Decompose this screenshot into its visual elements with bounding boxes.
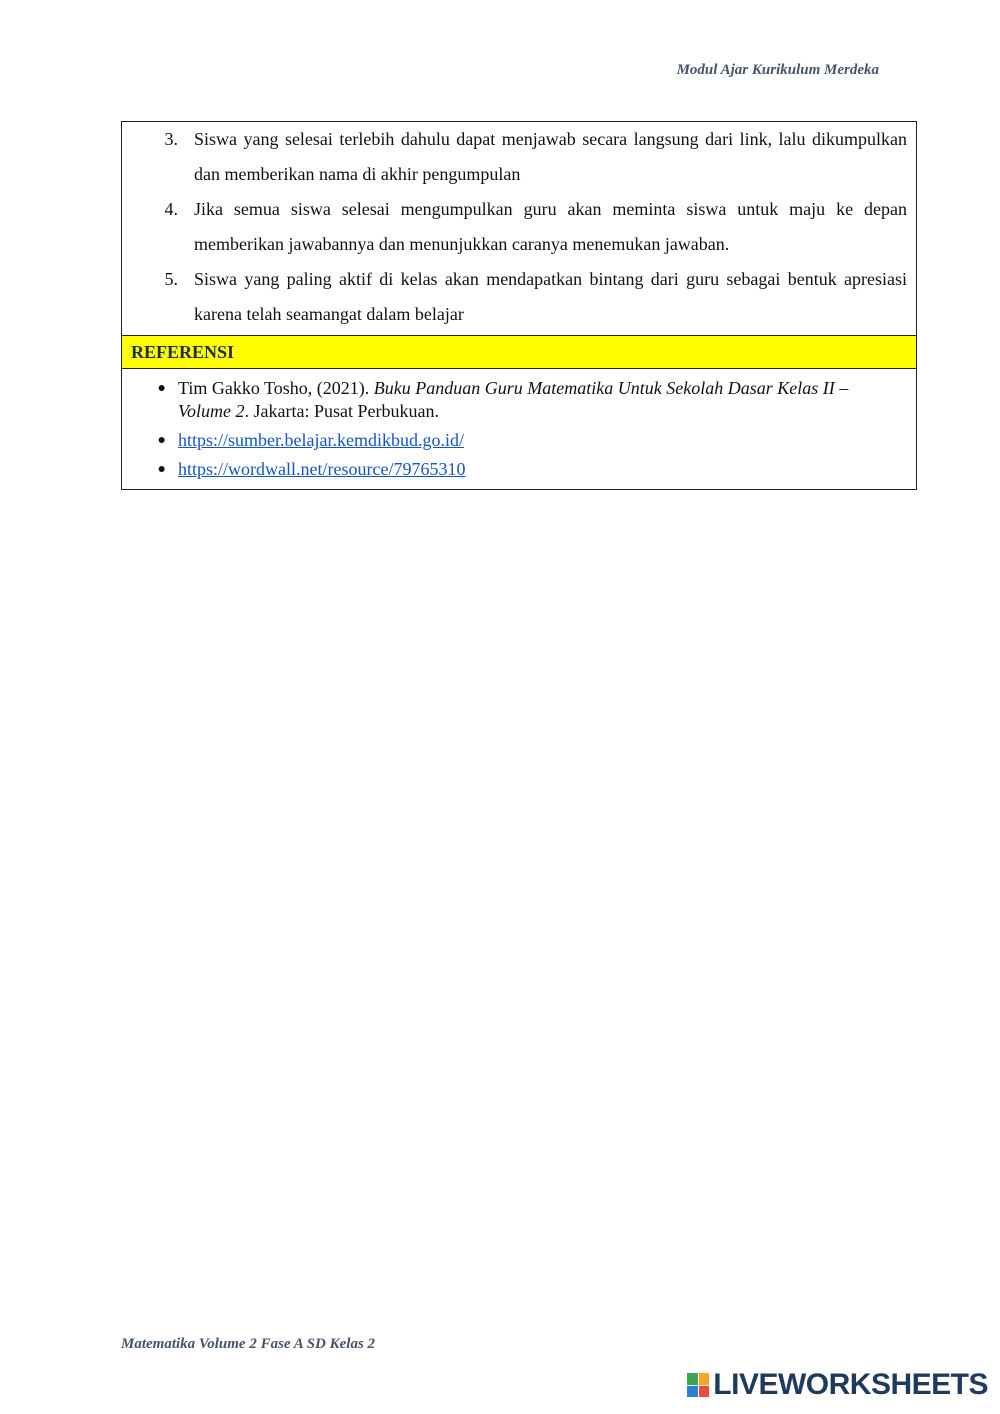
step-number: 3. (164, 129, 178, 149)
reference-item-link (122, 429, 916, 452)
references-list (122, 369, 916, 489)
step-text: Siswa yang selesai terlebih dahulu dapat menjawab secara langsung dari link, lalu dikumpulkan dan memberikan nama di akhir pengumpulan (194, 129, 907, 184)
step-text: Jika semua siswa selesai mengumpulkan guru akan meminta siswa untuk maju ke depan memberikan jawabannya dan menunjukkan caranya menemukan jawaban. (194, 199, 907, 254)
step-item (122, 192, 907, 262)
reference-book-publisher: . Jakarta: Pusat Perbukuan. (244, 401, 439, 421)
liveworksheets-logo-text: LIVEWORKSHEETS (713, 1368, 988, 1401)
bullet-icon: ● (157, 462, 166, 477)
bullet-icon: ● (157, 433, 166, 448)
reference-book-title: Buku Panduan Guru Matematika Untuk Sekolah Dasar Kelas II – Volume 2 (178, 378, 849, 421)
reference-link-wordwall[interactable]: https://wordwall.net/resource/79765310 (178, 459, 466, 479)
bullet-icon: ● (157, 381, 166, 396)
steps-section (122, 122, 916, 335)
reference-link-sumber-belajar[interactable]: https://sumber.belajar.kemdikbud.go.id/ (178, 430, 464, 450)
liveworksheets-logo-icon (687, 1373, 709, 1397)
reference-item-book (122, 377, 916, 423)
reference-item-link (122, 458, 916, 481)
step-item (122, 262, 907, 332)
references-heading: REFERENSI (122, 335, 916, 369)
reference-book-author: Tim Gakko Tosho, (2021). (178, 378, 374, 398)
step-item (122, 122, 907, 192)
step-number: 4. (164, 199, 178, 219)
liveworksheets-logo (687, 1368, 988, 1402)
content-table (121, 121, 917, 490)
reference-book-citation (178, 377, 868, 423)
page-footer-text: Matematika Volume 2 Fase A SD Kelas 2 (121, 1336, 376, 1352)
steps-list (122, 122, 916, 332)
step-number: 5. (164, 269, 178, 289)
step-text: Siswa yang paling aktif di kelas akan mendapatkan bintang dari guru sebagai bentuk apresiasi karena telah seamangat dalam belajar (194, 269, 907, 324)
page-header-title: Modul Ajar Kurikulum Merdeka (676, 62, 879, 78)
